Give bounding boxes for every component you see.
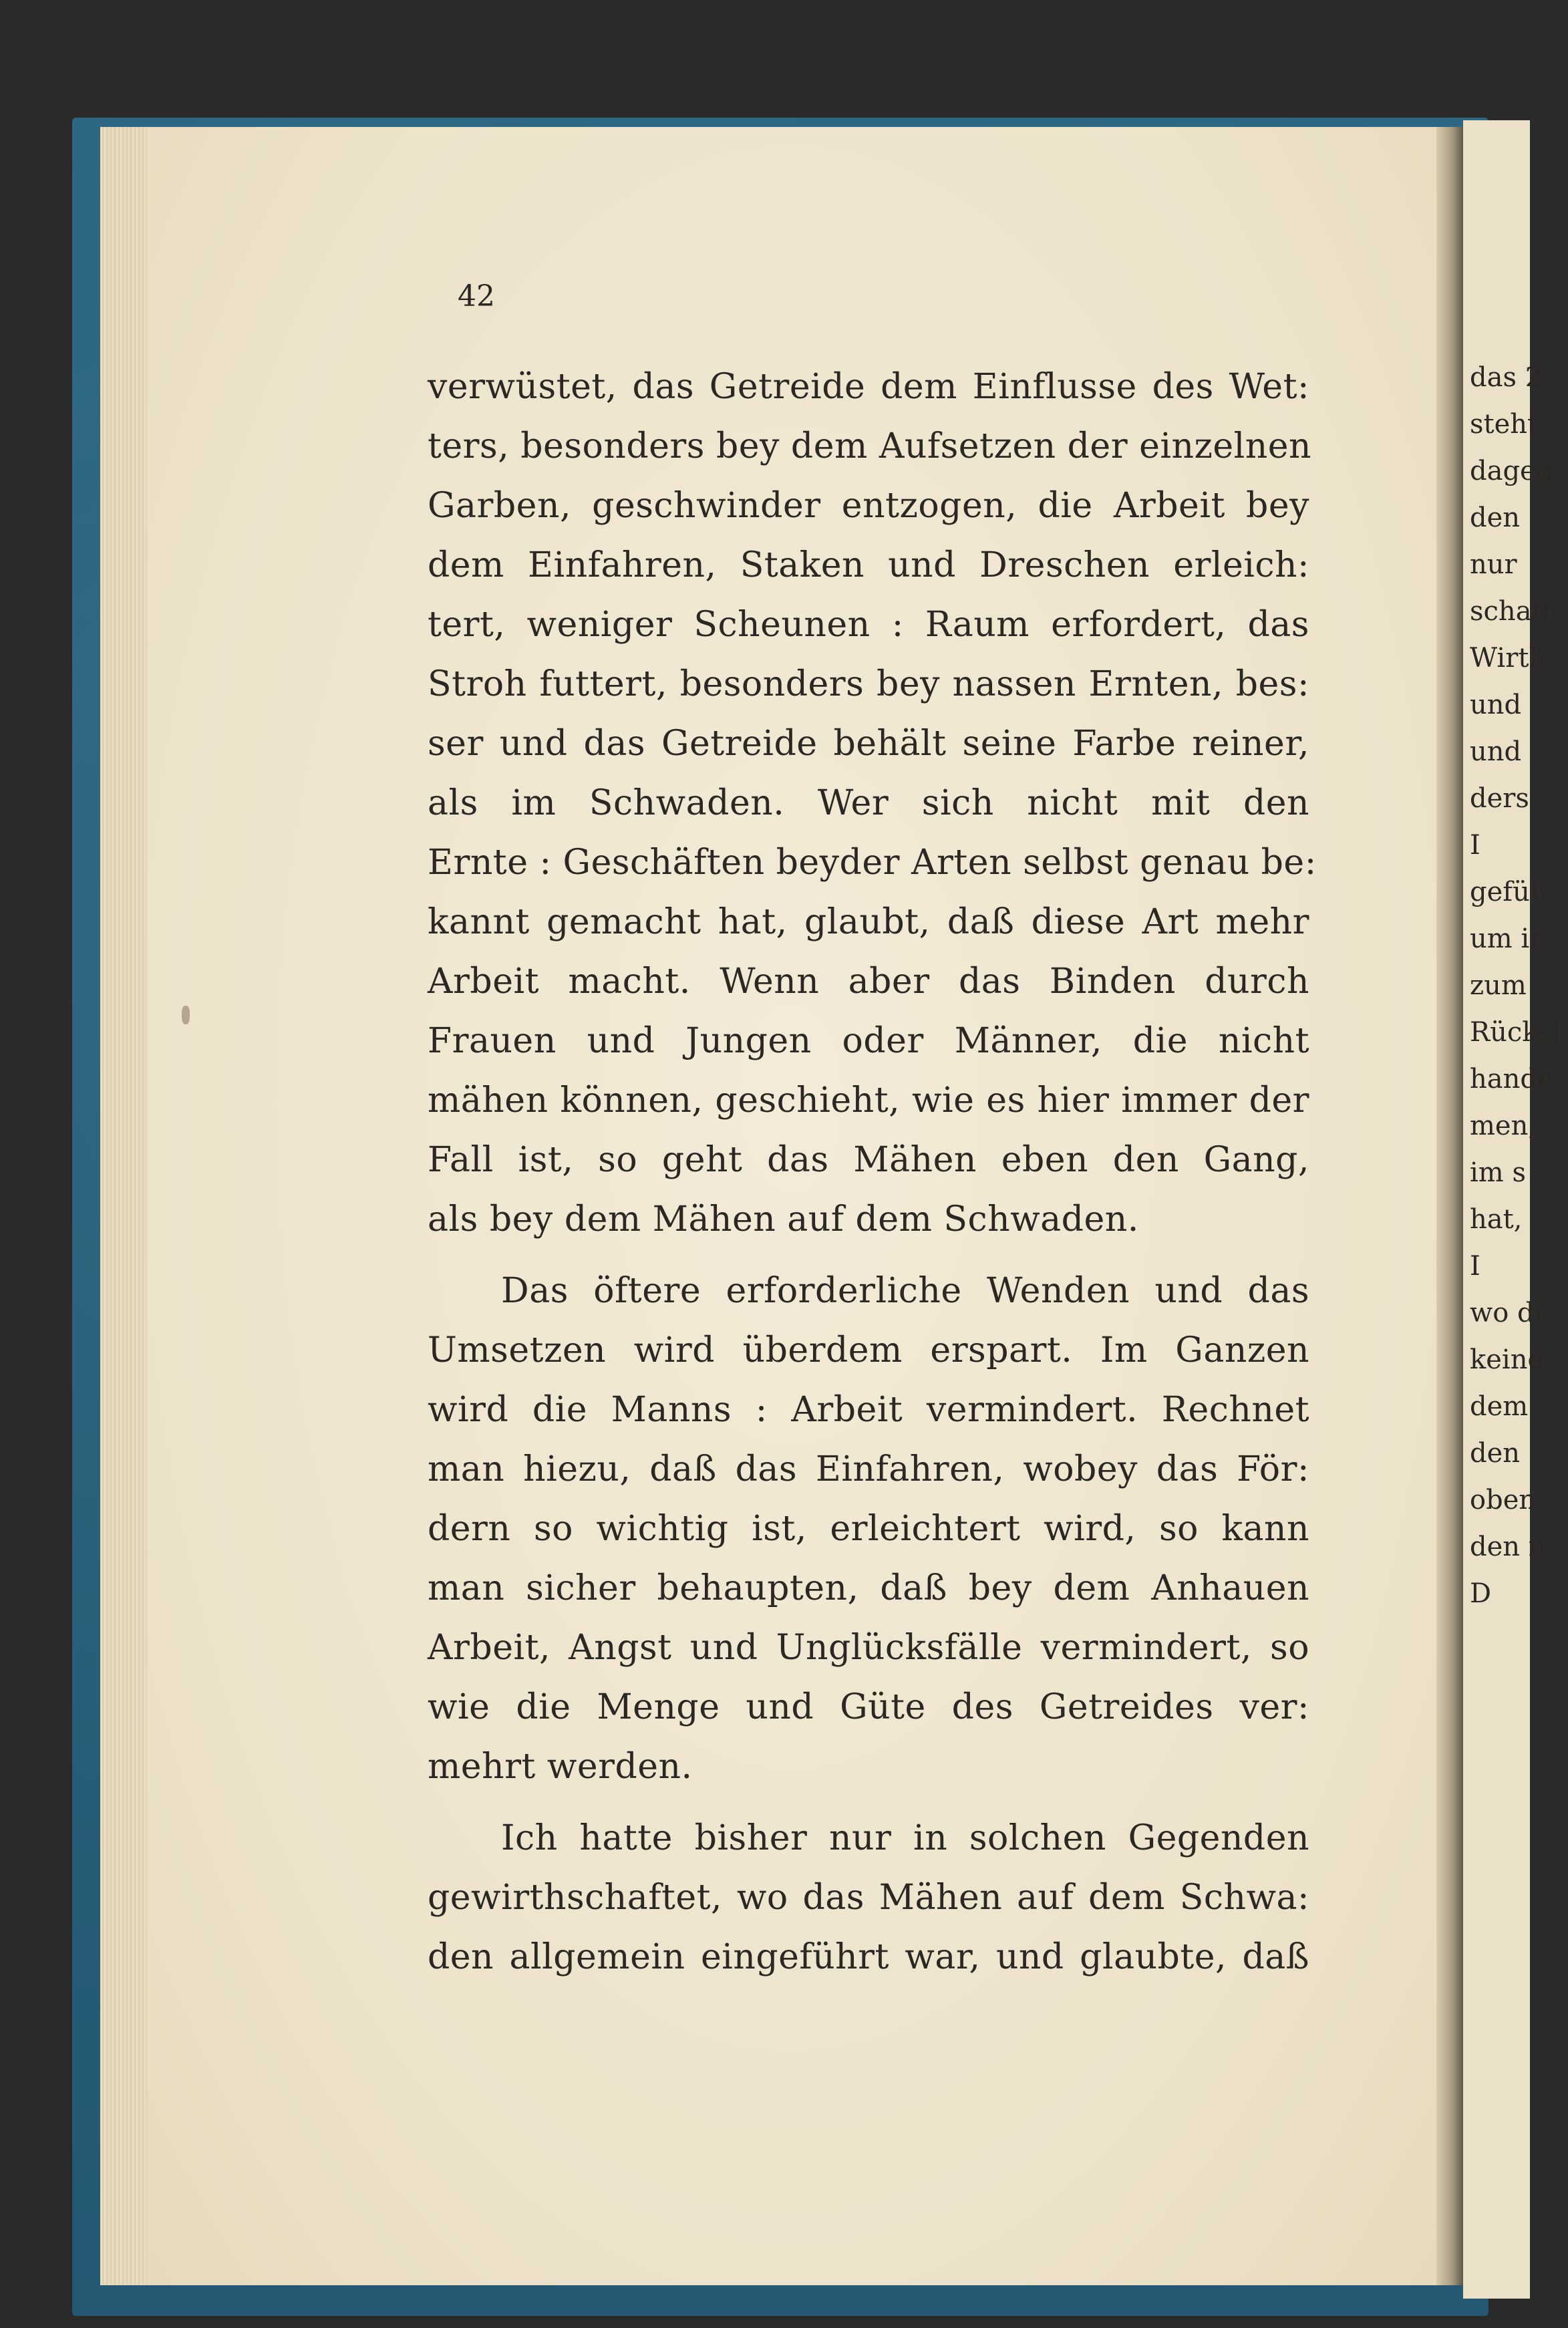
facing-text-fragment: hande <box>1470 1064 1553 1095</box>
ink-spot <box>182 1006 190 1024</box>
text-line: man sicher behaupten, daß bey dem Anhauen <box>428 1568 1309 1608</box>
text-line: als im Schwaden. Wer sich nicht mit den <box>428 783 1309 823</box>
text-line: man hiezu, daß das Einfahren, wobey das För: <box>428 1449 1309 1489</box>
facing-text-fragment: dageg <box>1470 456 1553 486</box>
text-line: dern so wichtig ist, erleichtert wird, so kann <box>428 1509 1309 1549</box>
text-line: Frauen und Jungen oder Männer, die nicht <box>428 1021 1309 1061</box>
facing-text-fragment: Wirth <box>1470 643 1547 674</box>
facing-text-fragment: den n <box>1470 1532 1546 1562</box>
page-text <box>428 357 1317 1987</box>
facing-text-fragment: im s <box>1470 1157 1526 1188</box>
facing-text-fragment: steht, <box>1470 409 1547 440</box>
facing-text-fragment: men, <box>1470 1111 1537 1141</box>
facing-text-fragment: schafte <box>1470 596 1568 627</box>
facing-text-fragment: nur <box>1470 549 1517 580</box>
text-line: kannt gemacht hat, glaubt, daß diese Art mehr <box>428 902 1309 942</box>
facing-text-fragment: D <box>1470 1578 1492 1609</box>
text-line: wird die Manns : Arbeit vermindert. Rechnet <box>428 1390 1309 1430</box>
facing-text-fragment: den <box>1470 1438 1521 1469</box>
page-number: 42 <box>458 279 495 313</box>
text-line: ters, besonders bey dem Aufsetzen der einzelnen <box>428 426 1312 466</box>
text-line: wie die Menge und Güte des Getreides ver: <box>428 1687 1309 1727</box>
facing-text-fragment: oben <box>1470 1485 1537 1515</box>
book-gutter <box>1436 127 1463 2285</box>
text-line: Fall ist, so geht das Mähen eben den Gang, <box>428 1140 1309 1180</box>
text-line: mehrt werden. <box>428 1747 693 1787</box>
facing-text-fragment: I <box>1470 1251 1480 1282</box>
text-line: Garben, geschwinder entzogen, die Arbeit bey <box>428 486 1309 526</box>
text-line: Arbeit, Angst und Unglücksfälle vermindert, so <box>428 1628 1309 1668</box>
facing-text-fragment: ders <box>1470 783 1529 814</box>
text-line: als bey dem Mähen auf dem Schwaden. <box>428 1199 1139 1240</box>
text-line: dem Einfahren, Staken und Dreschen erleich: <box>428 545 1309 585</box>
facing-text-fragment: das 2 <box>1470 362 1543 393</box>
text-line: Ernte : Geschäften beyder Arten selbst genau be: <box>428 843 1317 883</box>
facing-text-fragment: gefüh <box>1470 877 1547 907</box>
text-line: Umsetzen wird überdem erspart. Im Ganzen <box>428 1330 1309 1370</box>
facing-text-fragment: und <box>1470 690 1522 720</box>
facing-text-fragment: hat, <box>1470 1204 1523 1235</box>
text-line: Arbeit macht. Wenn aber das Binden durch <box>428 962 1309 1002</box>
facing-text-fragment: keine <box>1470 1344 1544 1375</box>
facing-page-text <box>1470 354 1568 1617</box>
facing-text-fragment: den <box>1470 502 1521 533</box>
facing-text-fragment: wo di <box>1470 1298 1543 1328</box>
facing-text-fragment: und <box>1470 736 1522 767</box>
text-line: mähen können, geschieht, wie es hier immer der <box>428 1080 1309 1121</box>
facing-text-fragment: Rücksi <box>1470 1017 1561 1048</box>
text-line: ser und das Getreide behält seine Farbe reiner, <box>428 724 1309 764</box>
text-line: tert, weniger Scheunen : Raum erfordert, das <box>428 605 1309 645</box>
facing-text-fragment: zum <box>1470 970 1527 1001</box>
page-edges <box>100 127 147 2285</box>
text-line: Stroh futtert, besonders bey nassen Ernten, bes: <box>428 664 1309 704</box>
facing-text-fragment: dem <box>1470 1391 1529 1422</box>
text-line: den allgemein eingeführt war, und glaubte, daß <box>428 1937 1309 1977</box>
facing-text-fragment: um ir <box>1470 923 1543 954</box>
text-line: verwüstet, das Getreide dem Einflusse des Wet: <box>428 367 1309 407</box>
text-line: Ich hatte bisher nur in solchen Gegenden <box>501 1818 1309 1858</box>
facing-text-fragment: I <box>1470 830 1480 861</box>
text-line: Das öftere erforderliche Wenden und das <box>501 1271 1309 1311</box>
text-line: gewirthschaftet, wo das Mähen auf dem Schwa: <box>428 1878 1309 1918</box>
